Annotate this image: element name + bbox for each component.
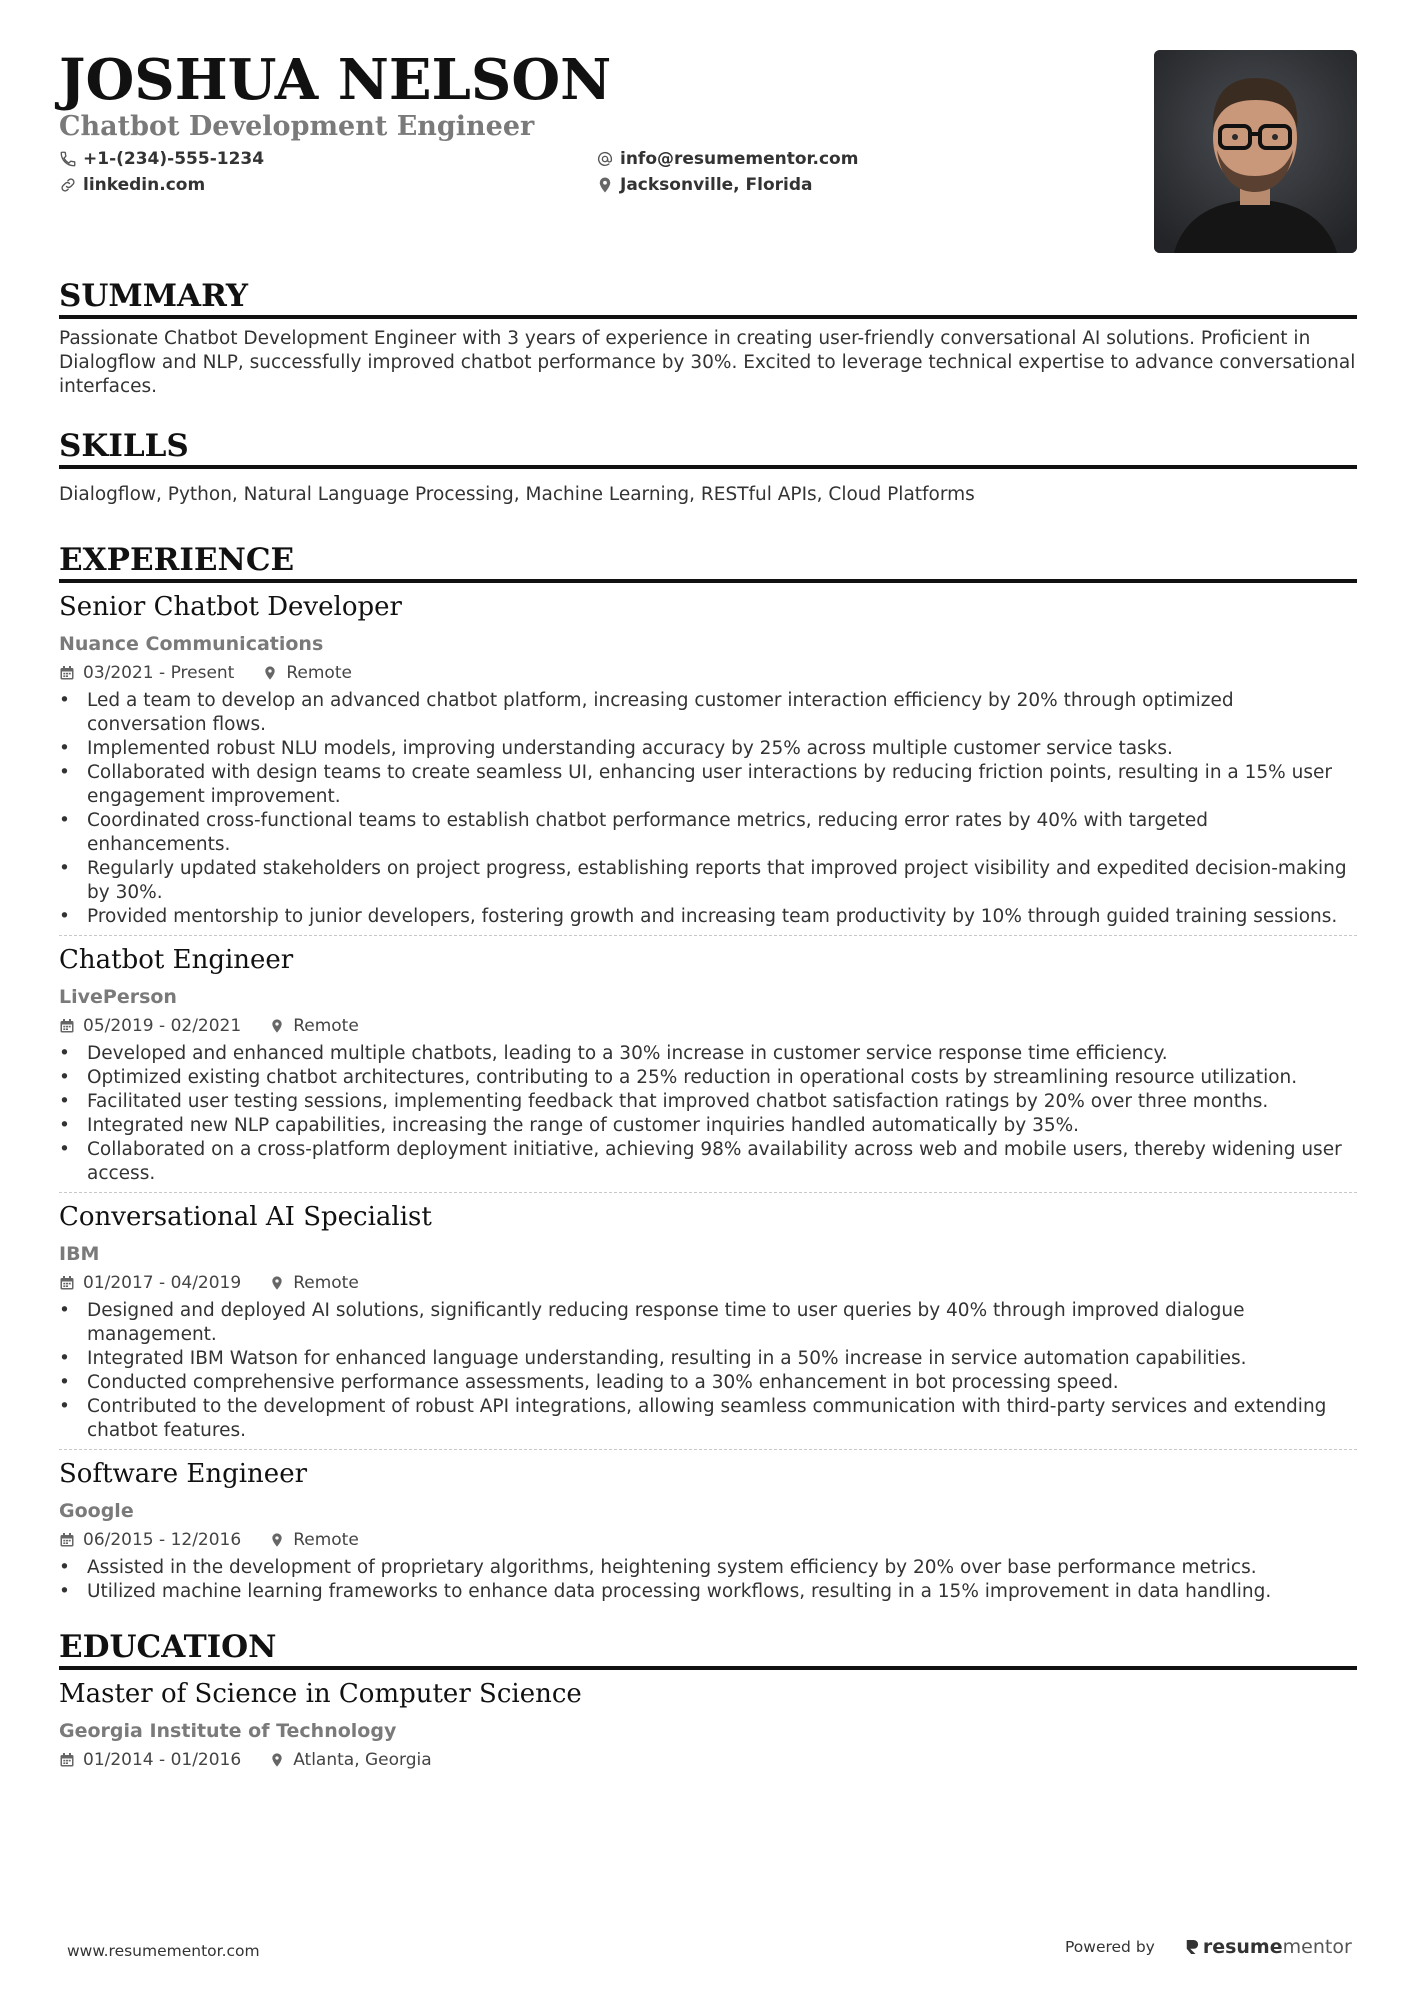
linkedin-text[interactable]: linkedin.com <box>83 175 206 195</box>
job-bullet: • Designed and deployed AI solutions, significantly reducing response time to user queries by 40% through improved dialogue management. <box>59 1299 1357 1347</box>
education-meta <box>59 1748 1357 1772</box>
experience-heading: EXPERIENCE <box>59 541 1357 583</box>
job-meta <box>59 1271 1357 1295</box>
education-section <box>59 1628 1357 1778</box>
summary-text: Passionate Chatbot Development Engineer with 3 years of experience in creating user-friendly conversational AI solutions. Proficient in Dialogflow and NLP, successfully improved chatbot performance by 30%. Excited to leverage technical expertise to advance conversational interfaces. <box>59 328 1356 397</box>
summary-section <box>59 277 1357 399</box>
job-location: Remote <box>293 1530 359 1550</box>
job-role: Chatbot Engineer <box>59 945 294 975</box>
job-bullet: • Coordinated cross-functional teams to establish chatbot performance metrics, reducing error rates by 40% with targeted enhancements. <box>59 809 1357 857</box>
link-icon <box>59 176 77 194</box>
resume-page <box>59 0 1357 1778</box>
resumementor-logo-icon <box>1185 1938 1199 1956</box>
brand-bold: resume <box>1202 1936 1283 1958</box>
map-pin-icon <box>596 176 614 194</box>
job-bullet: • Facilitated user testing sessions, implementing feedback that improved chatbot satisfaction ratings by 20% over three months. <box>59 1090 1357 1114</box>
job-location: Remote <box>293 1016 359 1036</box>
job-bullet: • Developed and enhanced multiple chatbots, leading to a 30% increase in customer service response time efficiency. <box>59 1042 1357 1066</box>
map-pin-icon <box>269 1275 285 1291</box>
job-location: Remote <box>286 663 352 683</box>
calendar-icon <box>59 1752 75 1768</box>
summary-heading: SUMMARY <box>59 277 1357 319</box>
map-pin-icon <box>269 1018 285 1034</box>
profile-photo <box>1154 50 1357 253</box>
job-role: Software Engineer <box>59 1459 308 1489</box>
job-dates: 01/2017 - 04/2019 <box>83 1273 242 1293</box>
resume-header <box>59 0 1357 262</box>
job-bullet: • Regularly updated stakeholders on project progress, establishing reports that improved project visibility and expedited decision-making by 30%. <box>59 857 1357 905</box>
education-location: Atlanta, Georgia <box>293 1750 432 1770</box>
company-name: Google <box>59 1500 134 1522</box>
experience-entry <box>59 583 1357 935</box>
job-bullets <box>59 1042 1357 1186</box>
job-bullet: • Collaborated with design teams to create seamless UI, enhancing user interactions by reducing friction points, resulting in a 15% user engagement improvement. <box>59 761 1357 809</box>
calendar-icon <box>59 1532 75 1548</box>
calendar-icon <box>59 1275 75 1291</box>
brand-light: mentor <box>1282 1936 1352 1958</box>
map-pin-icon <box>269 1752 285 1768</box>
job-bullet: • Conducted comprehensive performance assessments, leading to a 30% enhancement in bot processing speed. <box>59 1371 1357 1395</box>
candidate-name: JOSHUA NELSON <box>59 47 612 113</box>
job-meta <box>59 1528 1357 1552</box>
job-dates: 03/2021 - Present <box>83 663 235 683</box>
company-name: IBM <box>59 1243 100 1265</box>
candidate-title: Chatbot Development Engineer <box>59 111 535 142</box>
footer-powered-by <box>1065 1936 1352 1958</box>
job-bullet: • Assisted in the development of proprietary algorithms, heightening system efficiency by 20% over base performance metrics. <box>59 1556 1357 1580</box>
job-bullet: • Integrated IBM Watson for enhanced language understanding, resulting in a 50% increase in service automation capabilities. <box>59 1347 1357 1371</box>
job-dates: 06/2015 - 12/2016 <box>83 1530 242 1550</box>
job-bullet: • Utilized machine learning frameworks to enhance data processing workflows, resulting in a 15% improvement in data handling. <box>59 1580 1357 1604</box>
job-dates: 05/2019 - 02/2021 <box>83 1016 242 1036</box>
education-entry <box>59 1670 1357 1778</box>
email-text[interactable]: info@resumementor.com <box>620 149 859 169</box>
education-dates: 01/2014 - 01/2016 <box>83 1750 242 1770</box>
calendar-icon <box>59 1018 75 1034</box>
job-bullet: • Contributed to the development of robust API integrations, allowing seamless communication with third-party services and extending chatbot features. <box>59 1395 1357 1443</box>
experience-entry <box>59 1449 1357 1610</box>
school-name: Georgia Institute of Technology <box>59 1720 397 1742</box>
education-heading: EDUCATION <box>59 1628 1357 1670</box>
job-role: Senior Chatbot Developer <box>59 592 402 622</box>
job-meta <box>59 1014 1357 1038</box>
map-pin-icon <box>269 1532 285 1548</box>
job-location: Remote <box>293 1273 359 1293</box>
company-name: Nuance Communications <box>59 633 324 655</box>
calendar-icon <box>59 665 75 681</box>
job-bullet: • Integrated new NLP capabilities, increasing the range of customer inquiries handled automatically by 35%. <box>59 1114 1357 1138</box>
map-pin-icon <box>262 665 278 681</box>
job-bullets <box>59 1299 1357 1443</box>
job-bullet: • Provided mentorship to junior developers, fostering growth and increasing team productivity by 10% through guided training sessions. <box>59 905 1357 929</box>
phone-icon <box>59 150 77 168</box>
skills-section <box>59 427 1357 507</box>
contact-linkedin[interactable] <box>59 174 205 196</box>
job-bullets <box>59 689 1357 929</box>
experience-section <box>59 541 1357 1610</box>
resumementor-logo[interactable] <box>1185 1936 1352 1958</box>
footer-website[interactable]: www.resumementor.com <box>67 1942 260 1960</box>
location-text: Jacksonville, Florida <box>620 175 813 195</box>
experience-list <box>59 583 1357 1610</box>
job-bullet: • Optimized existing chatbot architectures, contributing to a 25% reduction in operational costs by streamlining resource utilization. <box>59 1066 1357 1090</box>
phone-text: +1-(234)-555-1234 <box>83 149 265 169</box>
contact-phone <box>59 148 264 170</box>
skills-heading: SKILLS <box>59 427 1357 469</box>
job-bullets <box>59 1556 1357 1604</box>
job-bullet: • Led a team to develop an advanced chatbot platform, increasing customer interaction efficiency by 20% through optimized conversation flows. <box>59 689 1357 737</box>
contact-location <box>596 174 813 196</box>
company-name: LivePerson <box>59 986 177 1008</box>
job-bullet: • Collaborated on a cross-platform deployment initiative, achieving 98% availability across web and mobile users, thereby widening user access. <box>59 1138 1357 1186</box>
job-role: Conversational AI Specialist <box>59 1202 432 1232</box>
job-meta <box>59 661 1357 685</box>
contact-email[interactable] <box>596 148 858 170</box>
job-bullet: • Implemented robust NLU models, improving understanding accuracy by 25% across multiple customer service tasks. <box>59 737 1357 761</box>
experience-entry <box>59 1192 1357 1449</box>
experience-entry <box>59 935 1357 1192</box>
powered-by-label: Powered by <box>1065 1938 1155 1956</box>
skills-text: Dialogflow, Python, Natural Language Processing, Machine Learning, RESTful APIs, Cloud Platforms <box>59 484 975 505</box>
at-sign-icon <box>596 150 614 168</box>
degree: Master of Science in Computer Science <box>59 1679 582 1709</box>
